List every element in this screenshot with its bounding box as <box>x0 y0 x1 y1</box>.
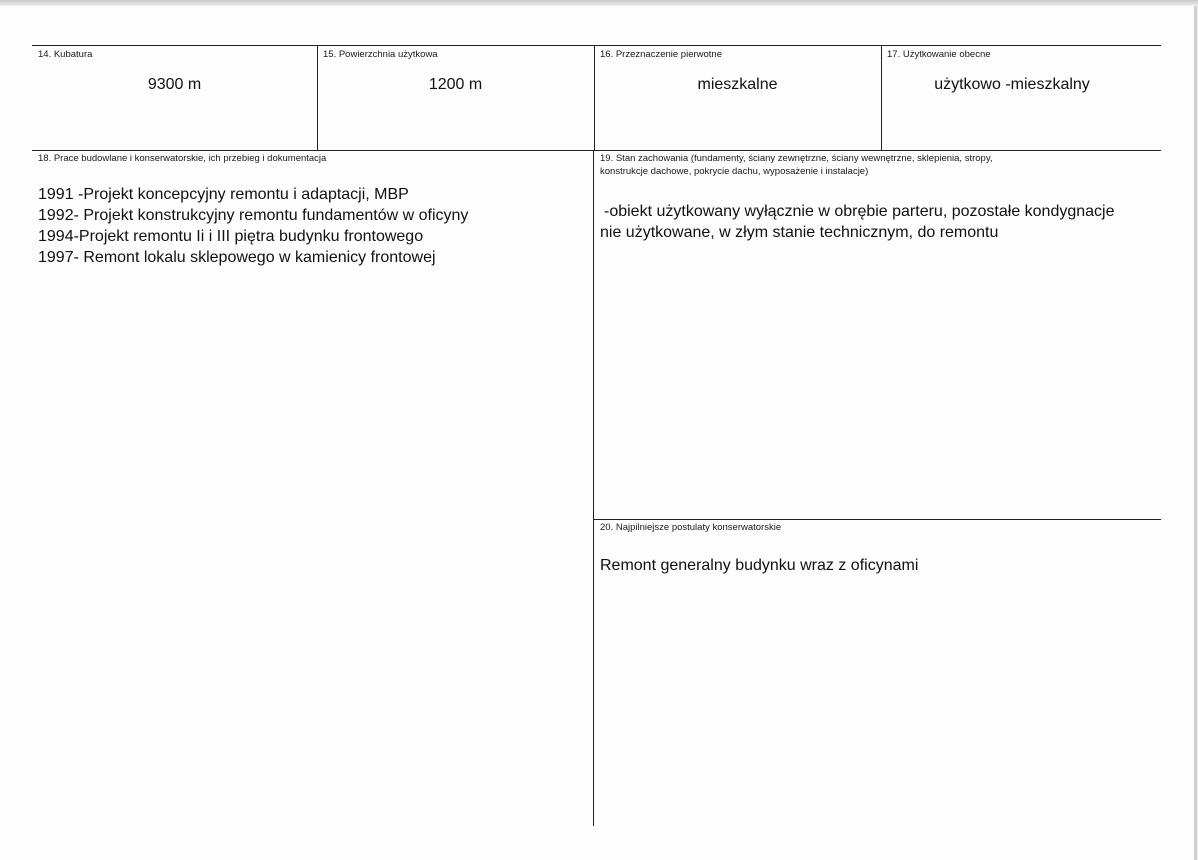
field-18-label: 18. Prace budowlane i konserwatorskie, ich przebieg i dokumentacja <box>38 153 327 164</box>
field-14-value: 9300 m <box>147 76 202 93</box>
divider-18-19 <box>593 150 594 826</box>
field-17-value: użytkowo -mieszkalny <box>934 76 1090 93</box>
section-20-top-border <box>594 519 1161 520</box>
divider-15-16 <box>594 45 595 150</box>
field-20-value: Remont generalny budynku wraz z oficynami <box>600 557 919 574</box>
divider-14-15 <box>317 45 318 150</box>
row1-top-border <box>32 45 1161 46</box>
field-19-label-line1: 19. Stan zachowania (fundamenty, ściany zewnętrzne, ściany wewnętrzne, sklepienia, stropy, <box>600 153 993 164</box>
field-16-value: mieszkalne <box>697 76 778 93</box>
list-item: 1991 -Projekt koncepcyjny remontu i adaptacji, MBP <box>38 186 409 203</box>
list-item: 1994-Projekt remontu Ii i III piętra budynku frontowego <box>38 228 424 245</box>
field-20-label: 20. Najpilniejsze postulaty konserwatorskie <box>600 522 782 533</box>
row1-bottom-border <box>32 150 1161 151</box>
field-18-entries <box>38 184 468 268</box>
field-16-label: 16. Przeznaczenie pierwotne <box>600 49 722 60</box>
field-19-value-line1: -obiekt użytkowany wyłącznie w obrębie parteru, pozostałe kondygnacje <box>604 203 1115 220</box>
field-15-label: 15. Powierzchnia użytkowa <box>323 49 438 60</box>
divider-16-17 <box>881 45 882 150</box>
field-19-value-line2: nie użytkowane, w złym stanie technicznym, do remontu <box>600 224 999 241</box>
field-19-label-line2: konstrukcje dachowe, pokrycie dachu, wyposażenie i instalacje) <box>600 166 869 177</box>
field-17-label: 17. Użytkowanie obecne <box>887 49 991 60</box>
field-14-label: 14. Kubatura <box>38 49 93 60</box>
list-item: 1992- Projekt konstrukcyjny remontu fundamentów w oficyny <box>38 207 469 224</box>
field-15-value: 1200 m <box>428 76 483 93</box>
record-card-sheet <box>0 6 1197 860</box>
list-item: 1997- Remont lokalu sklepowego w kamienicy frontowej <box>38 249 436 266</box>
